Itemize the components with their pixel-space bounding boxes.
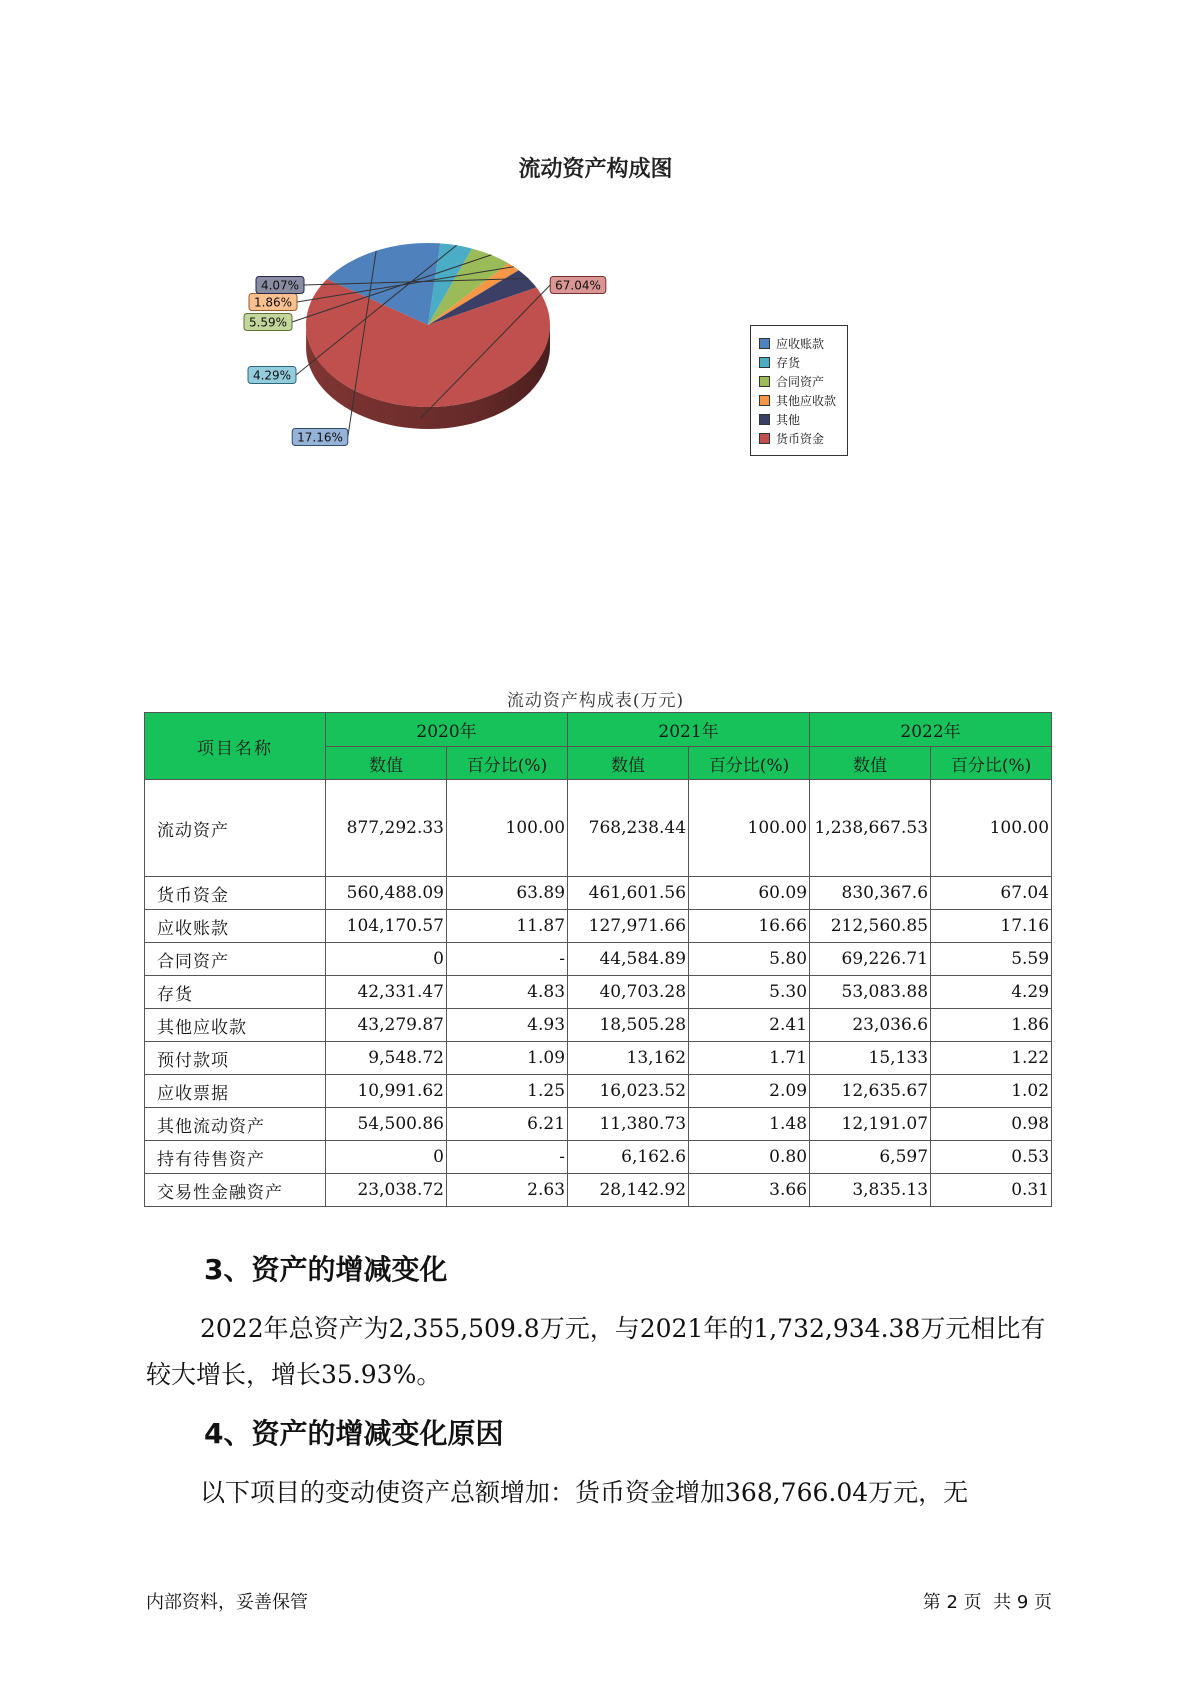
row-percent-cell: 4.29 [931,976,1052,1009]
section3-paragraph [146,1306,1066,1398]
row-item-name: 持有待售资产 [145,1141,326,1174]
row-percent-cell: 11.87 [447,910,568,943]
pie-data-label: 4.07% [260,278,300,293]
table-row [145,1174,1052,1207]
row-percent-cell: 63.89 [447,877,568,910]
row-value-cell: 18,505.28 [568,1009,689,1042]
table-row [145,877,1052,910]
row-percent-cell: 1.25 [447,1075,568,1108]
row-value-cell: 0 [326,1141,447,1174]
row-item-name: 其他应收款 [145,1009,326,1042]
table-row [145,976,1052,1009]
row-value-cell: 15,133 [810,1042,931,1075]
row-percent-cell: 5.30 [689,976,810,1009]
table-row [145,943,1052,976]
row-item-name: 其他流动资产 [145,1108,326,1141]
legend-label: 货币资金 [776,432,825,446]
legend-label: 其他 [776,413,801,427]
legend-item [759,372,841,391]
row-value-cell: 12,191.07 [810,1108,931,1141]
section4-text: 以下项目的变动使资产总额增加：货币资金增加368,766.04万元，无 [200,1478,969,1507]
row-percent-cell: 1.09 [447,1042,568,1075]
legend-label: 存货 [776,356,801,370]
row-percent-cell: 2.09 [689,1075,810,1108]
row-percent-cell: 4.93 [447,1009,568,1042]
legend-swatch [759,395,770,406]
section4-paragraph [146,1470,1066,1516]
row-value-cell: 104,170.57 [326,910,447,943]
row-percent-cell: 1.86 [931,1009,1052,1042]
row-item-name: 流动资产 [145,780,326,877]
row-percent-cell: 0.31 [931,1174,1052,1207]
header-percent: 百分比(%) [689,747,810,780]
legend-item [759,410,841,429]
row-value-cell: 12,635.67 [810,1075,931,1108]
header-percent: 百分比(%) [447,747,568,780]
row-percent-cell: 0.80 [689,1141,810,1174]
row-percent-cell: 2.63 [447,1174,568,1207]
row-percent-cell: 100.00 [931,780,1052,877]
row-item-name: 存货 [145,976,326,1009]
header-value: 数值 [810,747,931,780]
table-row [145,1141,1052,1174]
row-value-cell: 768,238.44 [568,780,689,877]
row-item-name: 应收账款 [145,910,326,943]
row-value-cell: 11,380.73 [568,1108,689,1141]
footer-page-number: 第 2 页 共 9 页 [922,1592,1052,1613]
row-percent-cell: 67.04 [931,877,1052,910]
row-value-cell: 13,162 [568,1042,689,1075]
table-row [145,1042,1052,1075]
table-row [145,1108,1052,1141]
row-value-cell: 69,226.71 [810,943,931,976]
section4-heading: 4、资产的增减变化原因 [204,1417,504,1450]
row-value-cell: 0 [326,943,447,976]
row-percent-cell: 0.53 [931,1141,1052,1174]
header-item-name: 项目名称 [145,713,326,780]
row-value-cell: 23,038.72 [326,1174,447,1207]
row-percent-cell: 1.71 [689,1042,810,1075]
pie-data-label: 4.29% [252,368,292,383]
row-percent-cell: 5.80 [689,943,810,976]
row-item-name: 应收票据 [145,1075,326,1108]
row-value-cell: 560,488.09 [326,877,447,910]
row-value-cell: 830,367.6 [810,877,931,910]
row-value-cell: 53,083.88 [810,976,931,1009]
legend-label: 其他应收款 [776,394,837,408]
row-value-cell: 44,584.89 [568,943,689,976]
legend-swatch [759,414,770,425]
legend-label: 合同资产 [776,375,825,389]
pie-chart [0,200,700,460]
row-value-cell: 23,036.6 [810,1009,931,1042]
pie-data-label: 67.04% [555,278,601,293]
row-percent-cell: - [447,943,568,976]
section3-heading: 3、资产的增减变化 [204,1253,448,1286]
legend-item [759,429,841,448]
row-percent-cell: 17.16 [931,910,1052,943]
row-item-name: 预付款项 [145,1042,326,1075]
row-value-cell: 43,279.87 [326,1009,447,1042]
legend-swatch [759,376,770,387]
pie-data-label: 5.59% [248,315,288,330]
row-value-cell: 28,142.92 [568,1174,689,1207]
row-value-cell: 212,560.85 [810,910,931,943]
row-value-cell: 127,971.66 [568,910,689,943]
legend-swatch [759,357,770,368]
row-value-cell: 9,548.72 [326,1042,447,1075]
row-percent-cell: 1.02 [931,1075,1052,1108]
row-value-cell: 3,835.13 [810,1174,931,1207]
row-value-cell: 54,500.86 [326,1108,447,1141]
table-row [145,910,1052,943]
legend-item [759,353,841,372]
header-year-2020: 2020年 [326,713,568,747]
row-percent-cell: 5.59 [931,943,1052,976]
table-row [145,1075,1052,1108]
row-value-cell: 6,162.6 [568,1141,689,1174]
row-percent-cell: 60.09 [689,877,810,910]
pie-data-label: 17.16% [297,430,343,445]
row-percent-cell: 0.98 [931,1108,1052,1141]
row-item-name: 交易性金融资产 [145,1174,326,1207]
header-percent: 百分比(%) [931,747,1052,780]
row-value-cell: 461,601.56 [568,877,689,910]
row-value-cell: 42,331.47 [326,976,447,1009]
row-percent-cell: 2.41 [689,1009,810,1042]
legend-item [759,334,841,353]
row-value-cell: 10,991.62 [326,1075,447,1108]
current-assets-table [144,712,1052,1207]
row-percent-cell: 16.66 [689,910,810,943]
row-percent-cell: 1.22 [931,1042,1052,1075]
row-percent-cell: 1.48 [689,1108,810,1141]
row-percent-cell: 4.83 [447,976,568,1009]
row-item-name: 货币资金 [145,877,326,910]
row-percent-cell: 6.21 [447,1108,568,1141]
legend-label: 应收账款 [776,337,825,351]
row-item-name: 合同资产 [145,943,326,976]
legend-item [759,391,841,410]
section3-text: 2022年总资产为2,355,509.8万元，与2021年的1,732,934.38万元相比有较大增长，增长35.93%。 [146,1314,1046,1389]
row-value-cell: 877,292.33 [326,780,447,877]
row-percent-cell: 100.00 [689,780,810,877]
row-percent-cell: 3.66 [689,1174,810,1207]
row-value-cell: 16,023.52 [568,1075,689,1108]
table-row [145,1009,1052,1042]
legend-swatch [759,433,770,444]
row-value-cell: 40,703.28 [568,976,689,1009]
header-year-2021: 2021年 [568,713,810,747]
row-value-cell: 1,238,667.53 [810,780,931,877]
pie-data-label: 1.86% [253,295,293,310]
header-value: 数值 [326,747,447,780]
row-value-cell: 6,597 [810,1141,931,1174]
row-percent-cell: 100.00 [447,780,568,877]
row-percent-cell: - [447,1141,568,1174]
header-value: 数值 [568,747,689,780]
table-caption: 流动资产构成表(万元) [506,691,685,711]
legend-swatch [759,338,770,349]
chart-legend [750,325,848,456]
header-year-2022: 2022年 [810,713,1052,747]
footer-confidential: 内部资料，妥善保管 [146,1592,308,1613]
chart-title: 流动资产构成图 [518,157,673,182]
table-row [145,780,1052,877]
